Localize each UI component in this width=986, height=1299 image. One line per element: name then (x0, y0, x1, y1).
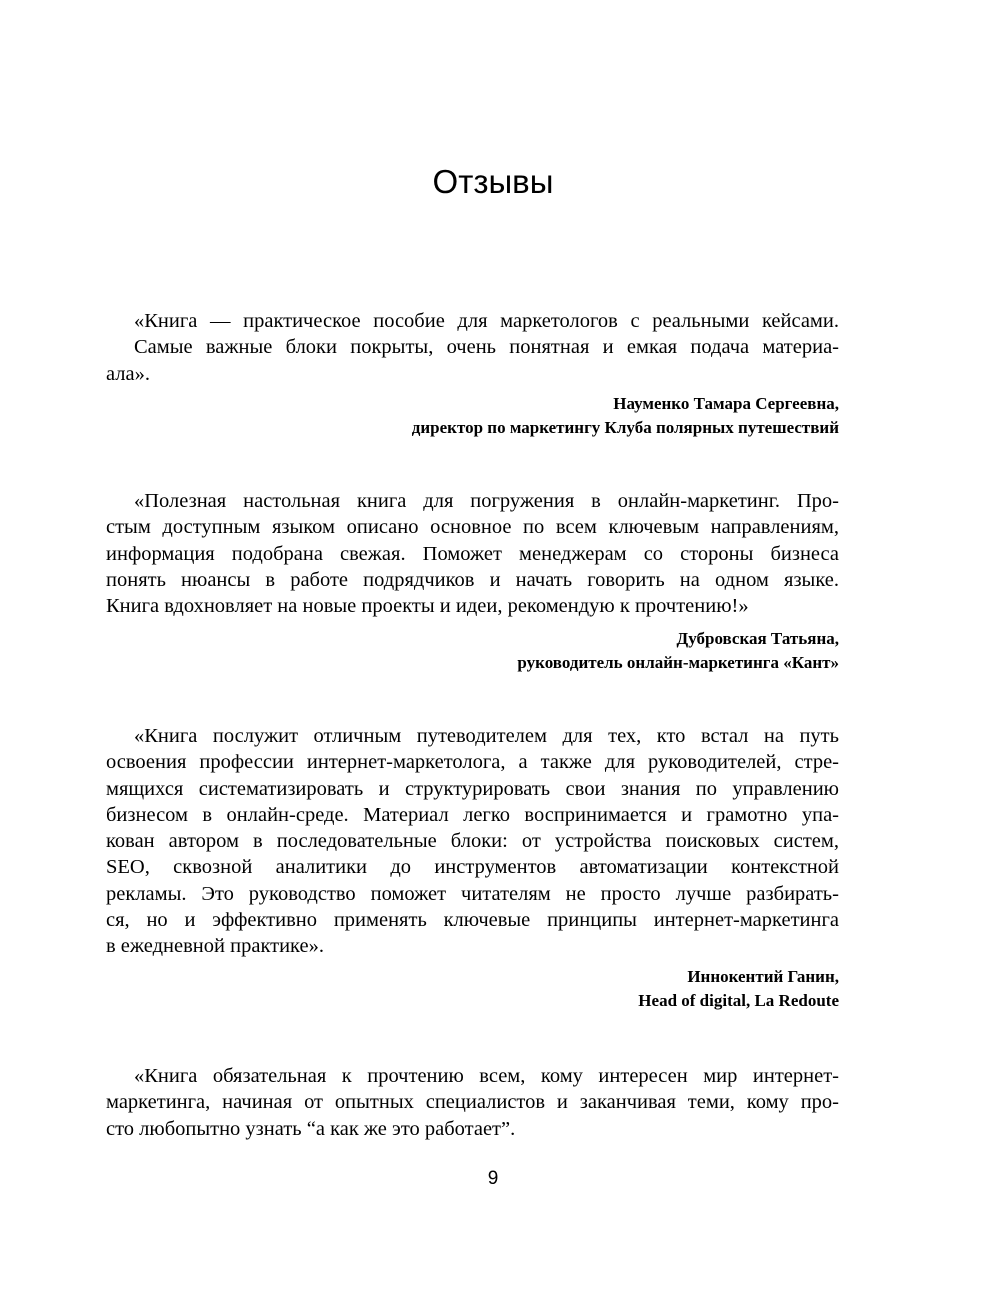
review-line: ала». (106, 362, 150, 385)
review-quote-1 (106, 308, 839, 387)
review-author-2 (517, 627, 839, 675)
author-position: директор по маркетингу Клуба полярных путешествий (411, 418, 839, 437)
review-line: информация подобрана свежая. Поможет менеджерам со стороны бизнеса (106, 542, 839, 565)
review-line: «Полезная настольная книга для погружения в онлайн-маркетинг. Про- (134, 490, 839, 512)
review-line: кован автором в последовательные блоки: от устройства поисковых систем, (106, 830, 839, 853)
review-author-3 (638, 965, 839, 1013)
author-name: Иннокентий Ганин, (687, 967, 839, 986)
review-line: «Книга — практическое пособие для маркетологов с реальными кейсами. (134, 310, 839, 332)
author-position: Head of digital, La Redoute (638, 991, 839, 1010)
review-line: рекламы. Это руководство поможет читателям не просто лучше разбирать- (106, 882, 839, 905)
review-quote-3 (106, 723, 839, 960)
author-name: Дубровская Татьяна, (676, 629, 839, 648)
review-author-1 (412, 392, 839, 440)
review-line: маркетинга, начиная от опытных специалистов и заканчивая теми, кому про- (106, 1091, 839, 1114)
author-name: Науменко Тамара Сергеевна, (613, 394, 839, 413)
review-line: «Книга послужит отличным путеводителем для тех, кто встал на путь (134, 725, 839, 747)
page-title: Отзывы (432, 163, 554, 200)
review-line: освоения профессии интернет-маркетолога, а также для руководителей, стре- (106, 751, 839, 774)
review-line: «Книга обязательная к прочтению всем, кому интересен мир интернет- (134, 1065, 839, 1087)
review-line: мящихся систематизировать и структурировать свои знания по управлению (106, 777, 839, 800)
review-quote-2 (106, 488, 839, 619)
review-line: сто любопытно узнать “а как же это работает”. (106, 1117, 516, 1140)
author-position: руководитель онлайн-маркетинга «Кант» (517, 653, 839, 672)
review-line: Самые важные блоки покрыты, очень понятная и емкая подача материа- (134, 336, 839, 359)
review-line: бизнесом в онлайн-среде. Материал легко воспринимается и грамотно упа- (106, 803, 839, 826)
review-line: SEO, сквозной аналитики до инструментов автоматизации контекстной (106, 856, 839, 879)
review-quote-4 (106, 1063, 839, 1142)
review-line: Книга вдохновляет на новые проекты и идеи, рекомендую к прочтению!» (106, 595, 749, 618)
review-line: понять нюансы в работе подрядчиков и начать говорить на одном языке. (106, 568, 839, 591)
review-line: в ежедневной практике». (106, 935, 324, 958)
review-line: стым доступным языком описано основное по всем ключевым направлениям, (106, 516, 839, 539)
page-number: 9 (487, 1168, 499, 1189)
review-line: ся, но и эффективно применять ключевые принципы интернет-маркетинга (106, 909, 839, 932)
